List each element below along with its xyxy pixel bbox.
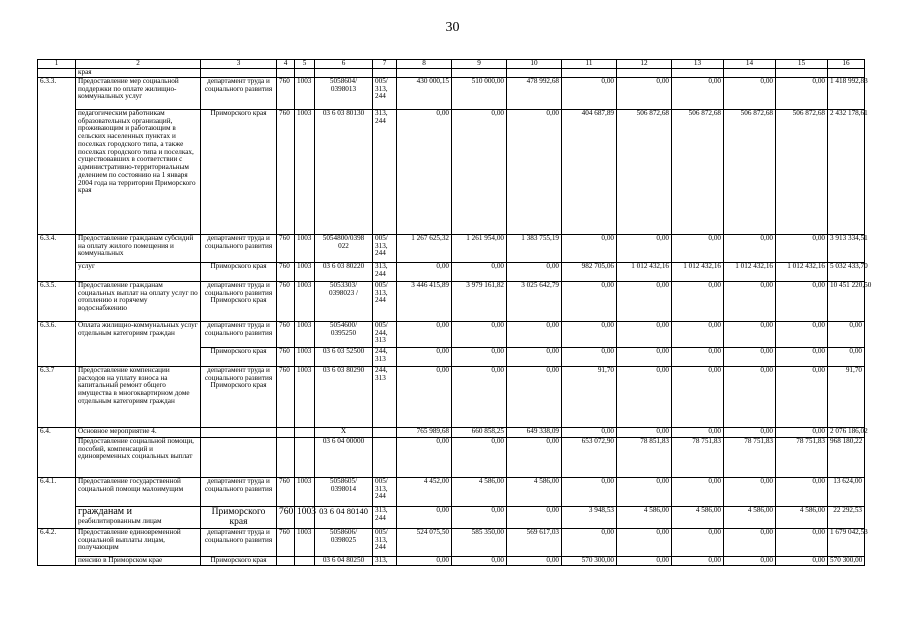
total-cell: 2 432 178,61 [828, 109, 865, 234]
executor-cell: Приморского края [201, 556, 277, 565]
section-cell: 1003 [295, 506, 315, 528]
code-cell: 03 6 03 80290 [315, 366, 373, 427]
value-cell: 0,00 [724, 427, 776, 437]
table-cell [201, 69, 277, 78]
value-cell: 0,00 [672, 427, 724, 437]
value-cell: 478 992,68 [507, 77, 562, 109]
code-cell: 5058604/ 0398013 [315, 77, 373, 109]
value-cell: 0,00 [672, 321, 724, 347]
grbs-cell: 760 [277, 262, 295, 281]
code-cell: 03 6 03 80130 [315, 109, 373, 234]
value-cell: 0,00 [776, 477, 828, 506]
section-cell: 1003 [295, 477, 315, 506]
description-cell: Предоставление мер социальной поддержки по оплате жилищно-коммунальных услуг [76, 77, 201, 109]
value-cell: 510 000,00 [452, 77, 507, 109]
header-cell: 1 [38, 60, 76, 69]
value-cell: 0,00 [397, 506, 452, 528]
value-cell: 0,00 [724, 366, 776, 427]
section-cell [295, 556, 315, 565]
value-cell: 506 872,68 [724, 109, 776, 234]
value-cell: 0,00 [562, 77, 617, 109]
type-cell: 313, 244 [373, 109, 397, 234]
value-cell: 982 705,06 [562, 262, 617, 281]
table-row [38, 262, 865, 281]
grbs-cell: 760 [277, 528, 295, 556]
header-cell: 4 [277, 60, 295, 69]
value-cell: 0,00 [617, 477, 672, 506]
value-cell: 0,00 [562, 477, 617, 506]
value-cell: 0,00 [452, 262, 507, 281]
total-cell: 1 679 042,53 [828, 528, 865, 556]
description-cell: Предоставление социальной помощи, пособий, компенсаций и единовременных социальных выплат [76, 437, 201, 477]
value-cell: 1 383 755,19 [507, 234, 562, 262]
value-cell: 0,00 [724, 477, 776, 506]
value-cell: 0,00 [776, 528, 828, 556]
table-cell [373, 69, 397, 78]
total-cell: 10 451 220,50 [828, 281, 865, 321]
value-cell: 0,00 [617, 427, 672, 437]
value-cell: 524 075,50 [397, 528, 452, 556]
grbs-cell: 760 [277, 234, 295, 262]
value-cell: 0,00 [776, 321, 828, 347]
value-cell: 0,00 [724, 556, 776, 565]
value-cell: 78 851,83 [617, 437, 672, 477]
header-cell: 7 [373, 60, 397, 69]
value-cell: 0,00 [617, 321, 672, 347]
value-cell: 430 000,15 [397, 77, 452, 109]
value-cell: 0,00 [617, 281, 672, 321]
value-cell: 0,00 [672, 528, 724, 556]
value-cell: 0,00 [562, 281, 617, 321]
value-cell: 1 012 432,16 [724, 262, 776, 281]
code-cell: 03 6 04 80250 [315, 556, 373, 565]
table-row [38, 77, 865, 109]
executor-cell: Приморского края [201, 109, 277, 234]
header-cell: 6 [315, 60, 373, 69]
table-cell [776, 69, 828, 78]
code-cell: X [315, 427, 373, 437]
value-cell: 660 858,25 [452, 427, 507, 437]
grbs-cell: 760 [277, 366, 295, 427]
header-cell: 16 [828, 60, 865, 69]
header-cell: 10 [507, 60, 562, 69]
description-cell: Предоставление компенсации расходов на уплату взноса на капитальный ремонт общего имущества в многоквартирном доме отдельным категориям граждан [76, 366, 201, 427]
row-number: 6.3.7 [38, 366, 76, 427]
executor-cell: департамент труда и социального развития [201, 477, 277, 506]
grbs-cell [277, 556, 295, 565]
value-cell: 4 586,00 [724, 506, 776, 528]
grbs-cell: 760 [277, 77, 295, 109]
total-cell: 3 913 334,51 [828, 234, 865, 262]
value-cell: 0,00 [452, 321, 507, 347]
value-cell: 0,00 [776, 77, 828, 109]
description-cell [76, 506, 201, 528]
value-cell: 0,00 [724, 234, 776, 262]
total-cell: 5 032 433,70 [828, 262, 865, 281]
section-cell: 1003 [295, 321, 315, 347]
code-cell: 5053303/ 0398023 / [315, 281, 373, 321]
value-cell: 0,00 [507, 366, 562, 427]
value-cell: 0,00 [397, 262, 452, 281]
value-cell: 3 025 642,79 [507, 281, 562, 321]
value-cell: 0,00 [776, 556, 828, 565]
grbs-cell: 760 [277, 506, 295, 528]
header-cell: 11 [562, 60, 617, 69]
value-cell: 78 751,83 [724, 437, 776, 477]
description-cell: Предоставление гражданам социальных выплат на оплату услуг по отоплению и горячему водоснабжению [76, 281, 201, 321]
total-cell: 13 624,00 [828, 477, 865, 506]
code-cell: 03 6 03 80220 [315, 262, 373, 281]
executor-cell: департамент труда и социального развития [201, 528, 277, 556]
executor-cell: департамент труда и социального развития [201, 234, 277, 262]
table-row [38, 437, 865, 477]
type-cell: 005/ 244, 313 [373, 321, 397, 347]
row-number: 6.3.3. [38, 77, 76, 234]
table-cell [562, 69, 617, 78]
value-cell: 0,00 [724, 281, 776, 321]
description-text-large: гражданам и [78, 505, 132, 517]
grbs-cell: 760 [277, 281, 295, 321]
value-cell: 0,00 [452, 366, 507, 427]
value-cell: 0,00 [562, 528, 617, 556]
value-cell: 0,00 [617, 234, 672, 262]
value-cell: 4 586,00 [672, 506, 724, 528]
header-cell: 13 [672, 60, 724, 69]
type-cell [373, 437, 397, 477]
description-cell: услуг [76, 262, 201, 281]
row-number: 6.4.2. [38, 528, 76, 565]
executor-cell: Приморского края [201, 262, 277, 281]
section-cell: 1003 [295, 347, 315, 366]
value-cell: 0,00 [617, 528, 672, 556]
row-number: 6.3.5. [38, 281, 76, 321]
table-row [38, 556, 865, 565]
total-cell: 1 418 992,83 [828, 77, 865, 109]
value-cell: 0,00 [672, 477, 724, 506]
table-cell [452, 69, 507, 78]
value-cell: 0,00 [672, 77, 724, 109]
value-cell: 91,70 [562, 366, 617, 427]
value-cell: 3 979 161,82 [452, 281, 507, 321]
value-cell: 0,00 [672, 347, 724, 366]
description-cell: Оплата жилищно-коммунальных услуг отдельным категориям граждан [76, 321, 201, 366]
value-cell: 0,00 [507, 347, 562, 366]
code-cell: 5054800/0398 022 [315, 234, 373, 262]
grbs-cell: 760 [277, 109, 295, 234]
grbs-cell [277, 427, 295, 437]
total-cell: 22 292,53 [828, 506, 865, 528]
type-cell: 005/ 313, 244 [373, 528, 397, 556]
section-cell: 1003 [295, 366, 315, 427]
grbs-cell [277, 437, 295, 477]
value-cell: 0,00 [507, 321, 562, 347]
description-cell: педагогическим работникам образовательных организаций, проживающим и работающим в сельских населенных пунктах и поселках городского типа, а также поселках городского типа и поселках, существовавших в соответствии с административно-территориальным делением по состоянию на 1 января 2004 года на территории Приморского края [76, 109, 201, 234]
value-cell: 0,00 [776, 281, 828, 321]
value-cell: 0,00 [562, 234, 617, 262]
value-cell: 3 948,53 [562, 506, 617, 528]
type-cell: 005/ 313, 244 [373, 234, 397, 262]
table-row [38, 281, 865, 321]
section-cell: 1003 [295, 77, 315, 109]
value-cell: 0,00 [452, 347, 507, 366]
total-cell: 91,70 [828, 366, 865, 427]
table-cell [38, 69, 76, 78]
type-cell: 005/ 313, 244 [373, 281, 397, 321]
section-cell: 1003 [295, 234, 315, 262]
value-cell: 0,00 [397, 321, 452, 347]
total-cell: 0,00 [828, 347, 865, 366]
value-cell: 0,00 [672, 556, 724, 565]
executor-cell: департамент труда и социального развития Приморского края [201, 281, 277, 321]
value-cell: 4 452,00 [397, 477, 452, 506]
table-cell [507, 69, 562, 78]
table-cell [295, 69, 315, 78]
total-cell: 968 180,22 [828, 437, 865, 477]
header-cell: 12 [617, 60, 672, 69]
type-cell: 005/ 313, 244 [373, 477, 397, 506]
value-cell: 0,00 [776, 234, 828, 262]
total-cell: 0,00 [828, 321, 865, 347]
value-cell: 3 446 415,89 [397, 281, 452, 321]
table-row [38, 506, 865, 528]
executor-cell: департамент труда и социального развития [201, 321, 277, 347]
value-cell: 0,00 [452, 556, 507, 565]
header-cell: 3 [201, 60, 277, 69]
value-cell: 0,00 [776, 347, 828, 366]
row-number: 6.3.6. [38, 321, 76, 366]
description-cell: Предоставление гражданам субсидий на оплату жилого помещения и коммунальных [76, 234, 201, 262]
value-cell: 0,00 [397, 347, 452, 366]
value-cell: 0,00 [672, 234, 724, 262]
table-cell [724, 69, 776, 78]
value-cell: 570 300,00 [562, 556, 617, 565]
value-cell: 0,00 [672, 281, 724, 321]
value-cell: 0,00 [562, 321, 617, 347]
value-cell: 0,00 [617, 347, 672, 366]
value-cell: 4 586,00 [617, 506, 672, 528]
value-cell: 0,00 [397, 366, 452, 427]
section-cell [295, 427, 315, 437]
table-cell [828, 69, 865, 78]
value-cell: 0,00 [507, 437, 562, 477]
executor-cell [201, 437, 277, 477]
value-cell: 0,00 [562, 427, 617, 437]
code-cell: 03 6 03 52500 [315, 347, 373, 366]
value-cell: 585 350,00 [452, 528, 507, 556]
header-cell: 14 [724, 60, 776, 69]
table-cell [397, 69, 452, 78]
value-cell: 4 586,00 [776, 506, 828, 528]
row-number: 6.4.1. [38, 477, 76, 528]
value-cell: 0,00 [507, 109, 562, 234]
value-cell: 569 617,03 [507, 528, 562, 556]
value-cell: 0,00 [452, 109, 507, 234]
value-cell: 0,00 [617, 556, 672, 565]
table-cell [315, 69, 373, 78]
code-cell: 5058605/ 0398014 [315, 477, 373, 506]
code-cell: 5054600/ 0395250 [315, 321, 373, 347]
code-cell: 03 6 04 80140 [315, 506, 373, 528]
type-cell: 313, 244 [373, 506, 397, 528]
row-number: 6.4. [38, 427, 76, 477]
table-row [38, 321, 865, 347]
description-cell: пенсию в Приморском крае [76, 556, 201, 565]
header-cell: 15 [776, 60, 828, 69]
row-number: 6.3.4. [38, 234, 76, 281]
executor-cell [201, 427, 277, 437]
table-cell [277, 69, 295, 78]
value-cell: 1 012 432,16 [617, 262, 672, 281]
type-cell: 244, 313 [373, 366, 397, 427]
code-cell: 5058606/ 0398025 [315, 528, 373, 556]
value-cell: 0,00 [397, 109, 452, 234]
executor-cell: Приморского края [201, 347, 277, 366]
value-cell: 78 751,83 [672, 437, 724, 477]
type-cell: 313, [373, 556, 397, 565]
value-cell: 0,00 [617, 366, 672, 427]
table-cell [617, 69, 672, 78]
page-number: 30 [445, 20, 460, 35]
section-cell [295, 437, 315, 477]
value-cell: 506 872,68 [617, 109, 672, 234]
value-cell: 0,00 [776, 427, 828, 437]
table-row [38, 528, 865, 556]
value-cell: 653 072,90 [562, 437, 617, 477]
value-cell: 0,00 [617, 77, 672, 109]
section-cell: 1003 [295, 528, 315, 556]
executor-cell: Приморского края [201, 506, 277, 528]
value-cell: 404 687,89 [562, 109, 617, 234]
table-row [38, 109, 865, 234]
value-cell: 0,00 [672, 366, 724, 427]
header-cell: 5 [295, 60, 315, 69]
description-cell: Предоставление государственной социальной помощи малоимущим [76, 477, 201, 506]
value-cell: 0,00 [724, 528, 776, 556]
section-cell: 1003 [295, 109, 315, 234]
value-cell: 0,00 [724, 77, 776, 109]
value-cell: 506 872,68 [672, 109, 724, 234]
value-cell: 506 872,68 [776, 109, 828, 234]
header-cell: 8 [397, 60, 452, 69]
value-cell: 0,00 [507, 506, 562, 528]
header-cell: 9 [452, 60, 507, 69]
grbs-cell: 760 [277, 321, 295, 347]
value-cell: 0,00 [397, 437, 452, 477]
type-cell [373, 427, 397, 437]
description-cell: Основное мероприятие 4. [76, 427, 201, 437]
description-text: реабилитированным лицам [78, 516, 162, 525]
value-cell: 0,00 [724, 347, 776, 366]
executor-cell: департамент труда и социального развития Приморского края [201, 366, 277, 427]
section-cell: 1003 [295, 281, 315, 321]
table-row [38, 477, 865, 506]
value-cell: 1 012 432,16 [776, 262, 828, 281]
description-cell: Предоставление единовременной социальной выплаты лицам, получающим [76, 528, 201, 556]
table-row [38, 234, 865, 262]
program-table [37, 59, 872, 566]
grbs-cell: 760 [277, 347, 295, 366]
table-row [38, 69, 865, 78]
table-row [38, 366, 865, 427]
type-cell: 005/ 313, 244 [373, 77, 397, 109]
value-cell: 0,00 [452, 506, 507, 528]
code-cell: 03 6 04 00000 [315, 437, 373, 477]
header-cell: 2 [76, 60, 201, 69]
table-cell [672, 69, 724, 78]
type-cell: 313, 244 [373, 262, 397, 281]
table-cell: края [76, 69, 201, 78]
grbs-cell: 760 [277, 477, 295, 506]
total-cell: 2 076 186,02 [828, 427, 865, 437]
section-cell: 1003 [295, 262, 315, 281]
total-cell: 570 300,00 [828, 556, 865, 565]
executor-cell: департамент труда и социального развития [201, 77, 277, 109]
value-cell: 0,00 [397, 556, 452, 565]
value-cell: 0,00 [776, 366, 828, 427]
value-cell: 0,00 [507, 262, 562, 281]
value-cell: 4 586,00 [452, 477, 507, 506]
value-cell: 1 267 625,32 [397, 234, 452, 262]
value-cell: 649 338,09 [507, 427, 562, 437]
value-cell: 1 261 954,00 [452, 234, 507, 262]
value-cell: 1 012 432,16 [672, 262, 724, 281]
value-cell: 78 751,83 [776, 437, 828, 477]
value-cell: 4 586,00 [507, 477, 562, 506]
value-cell: 0,00 [562, 347, 617, 366]
header-row [38, 60, 865, 69]
table-row [38, 427, 865, 437]
value-cell: 0,00 [507, 556, 562, 565]
value-cell: 0,00 [452, 437, 507, 477]
value-cell: 0,00 [724, 321, 776, 347]
type-cell: 244, 313 [373, 347, 397, 366]
value-cell: 765 989,68 [397, 427, 452, 437]
